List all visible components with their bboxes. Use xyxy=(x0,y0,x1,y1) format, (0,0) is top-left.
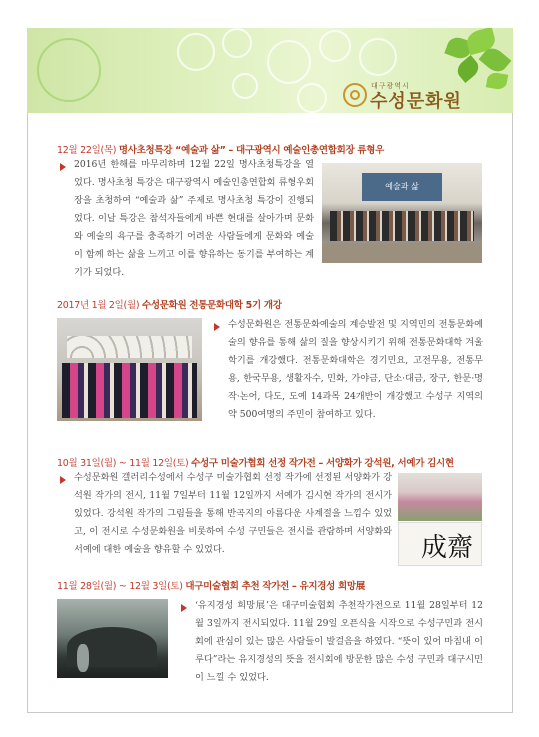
org-name: 수성문화원 xyxy=(370,91,462,112)
section-2-heading xyxy=(57,297,282,311)
dancers xyxy=(62,363,197,418)
logo-mark-icon xyxy=(343,83,367,107)
bullet-arrow-icon xyxy=(60,163,66,171)
dance-class-photo xyxy=(57,318,202,421)
group-people xyxy=(330,211,474,241)
flower-ornament-icon xyxy=(37,38,101,102)
section-2-body: 수성문화원은 전통문화예술의 계승발전 및 지역민의 전통문화예술의 향유를 통해 삶의 질을 향상시키기 위해 전통문화대학 겨울학기를 개강했다. 전통문화대학은 경기민요, 고전무용, 전통무용, 한국무용, 생활자수, 민화, 가야금, 단소·대금, 장구, 한문·명작·논어, 다도, 도예 14과목 24개반이 개강했고 수성구 지역의 약 500여명의 주민이 참여하고 있다. xyxy=(228,319,483,420)
section-4-date: 11월 28일(월) ~ 12월 3일(토) xyxy=(57,581,183,592)
section-3-date: 10월 31일(월) ~ 11월 12일(토) xyxy=(57,458,189,469)
flower-ornament-icon xyxy=(222,28,252,58)
lecture-photo xyxy=(322,163,482,263)
section-1-body: 2016년 한해를 마무리하며 12월 22일 명사초청특강을 열었다. 명사초청 특강은 대구광역시 예술인총연합회 류형우회장을 초청하여 “예술과 삶” 주제로 명사초청 특강이 진행되었다. 이날 특강은 참석자들에게 바쁜 현대를 살아가며 문화와 예술의 욕구를 충족하기 어려운 사람들에게 문화와 예술이 함께 하는 삶을 느끼고 이를 향유하는 동기를 부여하는 계기가 되었다. xyxy=(74,159,314,278)
lecture-banner xyxy=(362,173,442,201)
bullet-arrow-icon xyxy=(214,323,220,331)
section-4-title: 대구미술협회 추천 작가전 – 유지경성 희망展 xyxy=(185,581,365,592)
section-1-heading xyxy=(57,142,384,156)
section-2-title: 수성문화원 전통문화대학 5기 개강 xyxy=(141,300,282,311)
lecture-banner-text: 예술과 삶 xyxy=(385,182,419,191)
section-4-body: ‘유지경성 희망展’은 대구미술협회 추천작가전으로 11월 28일부터 12월 3일까지 전시되었다. 11월 29일 오픈식을 시작으로 수성구민과 전시회에 관심이 있는 많은 사람들이 발걸음을 하였다. “뜻이 있어 마침내 이루다”라는 유지경성의 뜻을 전시회에 방문한 많은 수성 구민과 대구시민이 느낄 수 있었다. xyxy=(195,600,483,683)
mist xyxy=(77,644,89,672)
flower-ornament-icon xyxy=(232,73,258,99)
fans xyxy=(67,336,192,358)
org-small-label: 대구광역시 xyxy=(371,82,410,90)
section-1-date: 12월 22일(목) xyxy=(57,145,117,156)
section-3-heading xyxy=(57,455,454,469)
section-1-title: 명사초청특강 “예술과 삶” – 대구광역시 예술인총연합회장 류형우 xyxy=(118,145,385,156)
bullet-arrow-icon xyxy=(60,476,66,484)
calligraphy-photo xyxy=(398,522,482,566)
flower-ornament-icon xyxy=(297,83,327,113)
section-3-body: 수성문화원 갤러리수성에서 수성구 미술가협회 선정 작가에 선정된 서양화가 강석원 작가의 전시, 11월 7일부터 11월 12일까지 서예가 김시현 작가의 전시가 있었다. 강석원 작가의 그림들을 통해 반곡지의 아름다운 사계절을 느낌수 있었고, 이 전시로 수성문화원을 비롯하여 수성 구민들은 전시를 관람하며 서양화와 서예에 대한 예술을 향유할 수 있었다. xyxy=(74,472,392,555)
bullet-arrow-icon xyxy=(181,604,187,612)
section-2-date: 2017년 1월 2일(월) xyxy=(57,300,140,311)
calligraphy-text: 成齋 xyxy=(420,533,473,563)
flower-ornament-icon xyxy=(177,33,215,71)
flower-ornament-icon xyxy=(359,38,397,76)
painting-photo xyxy=(398,473,482,521)
section-4-heading xyxy=(57,578,365,592)
flower-ornament-icon xyxy=(319,30,351,62)
flower-ornament-icon xyxy=(267,40,311,84)
section-3-title: 수성구 미술가협회 선정 작가전 – 서양화가 강석원, 서예가 김시현 xyxy=(191,458,454,469)
landscape-painting-photo xyxy=(57,599,168,678)
org-logo xyxy=(343,81,493,111)
lecture-floor xyxy=(322,243,482,263)
